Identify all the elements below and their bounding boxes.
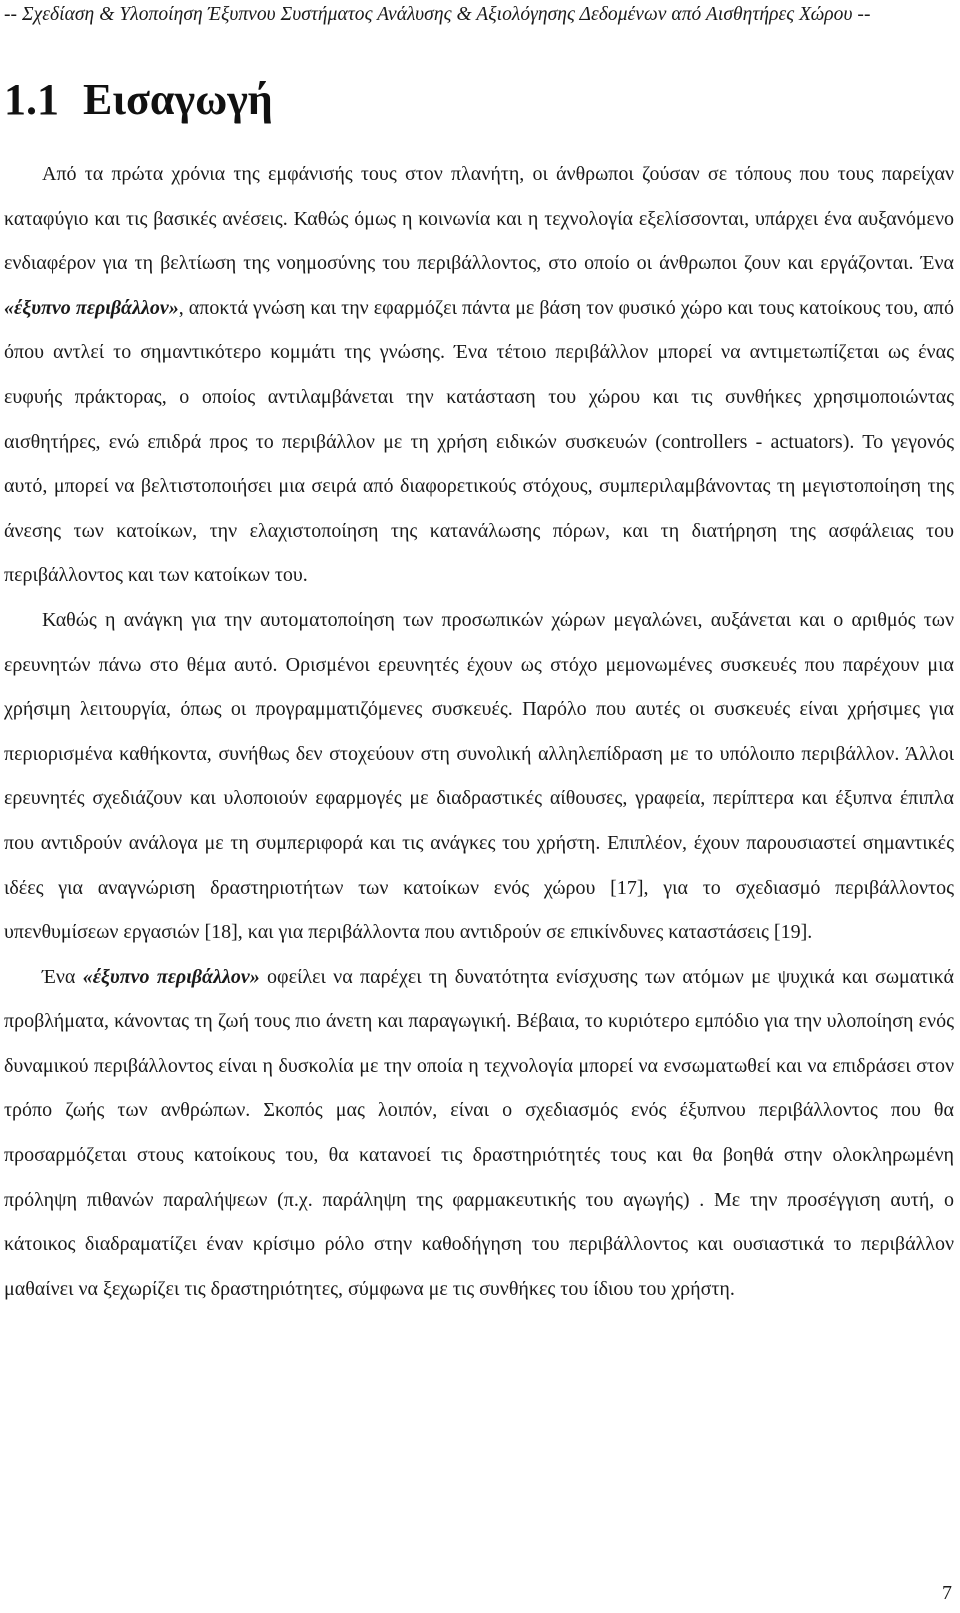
section-title: Εισαγωγή <box>83 75 273 124</box>
paragraph-2: Καθώς η ανάγκη για την αυτοματοποίηση των προσωπικών χώρων μεγαλώνει, αυξάνεται και ο αριθμός των ερευνητών πάνω στο θέμα αυτό. Ορισμένοι ερευνητές έχουν ως στόχο μεμονωμένες συσκευές που παρέχουν μια χρήσιμη λειτουργία, όπως οι προγραμματιζόμενες συσκευές. Παρόλο που αυτές οι συσκευές είναι χρήσιμες για περιορισμένα καθήκοντα, συνήθως δεν στοχεύουν στη συνολική αλληλεπίδραση με το υπόλοιπο περιβάλλον. Άλλοι ερευνητές σχεδιάζουν και υλοποιούν εφαρμογές με διαδραστικές αίθουσες, γραφεία, περίπτερα και έξυπνα έπιπλα που αντιδρούν ανάλογα με τη συμπεριφορά και τις ανάγκες του χρήστη. Επιπλέον, έχουν παρουσιαστεί σημαντικές ιδέες για αναγνώριση δραστηριοτήτων των κατοίκων ενός χώρου [17], για το σχεδιασμό περιβάλλοντος υπενθυμίσεων εργασιών [18], και για περιβάλλοντα που αντιδρούν σε επικίνδυνες καταστάσεις [19]. <box>4 608 954 944</box>
paragraph-3-text-a: Ένα <box>42 965 83 988</box>
paragraph-3-text-b: οφείλει να παρέχει τη δυνατότητα ενίσχυσης των ατόμων με ψυχικά και σωματικά προβλήματα, κάνοντας τη ζωή τους πιο άνετη και παραγωγική. Βέβαια, το κυριότερο εμπόδιο για την υλοποίηση ενός δυναμικού περιβάλλοντος είναι η δυσκολία με την οποία η τεχνολογία μπορεί να ενσωματωθεί και να επιδράσει στον τρόπο ζωής των ανθρώπων. Σκοπός μας λοιπόν, είναι ο σχεδιασμός ενός έξυπνου περιβάλλοντος που θα προσαρμόζεται στους κατοίκους του, θα κατανοεί τις δραστηριότητές τους και θα βοηθά στην ολοκληρωμένη πρόληψη πιθανών παραλήψεων (π.χ. παράληψη της φαρμακευτικής του αγωγής) . Με την προσέγγιση αυτή, ο κάτοικος διαδραματίζει έναν κρίσιμο ρόλο στην καθοδήγηση του περιβάλλοντος και ουσιαστικά το περιβάλλον μαθαίνει να ξεχωρίζει τις δραστηριότητες, σύμφωνα με τις συνθήκες του ίδιου του χρήστη. <box>4 965 954 1300</box>
running-header: -- Σχεδίαση & Υλοποίηση Έξυπνου Συστήματος Ανάλυσης & Αξιολόγησης Δεδομένων από Αισθητήρες Χώρου -- <box>4 4 871 25</box>
section-heading <box>4 70 273 130</box>
paragraph-1 <box>4 152 954 598</box>
section-number: 1.1 <box>4 75 59 124</box>
term-smart-environment: «έξυπνο περιβάλλον» <box>4 296 179 319</box>
paragraph-1-text-a: Από τα πρώτα χρόνια της εμφάνισής τους στον πλανήτη, οι άνθρωποι ζούσαν σε τόπους που τους παρείχαν καταφύγιο και τις βασικές ανέσεις. Καθώς όμως η κοινωνία και η τεχνολογία εξελίσσονται, υπάρχει ένα αυξανόμενο ενδιαφέρον για τη βελτίωση της νοημοσύνης του περιβάλλοντος, στο οποίο οι άνθρωποι ζουν και εργάζονται. Ένα <box>4 163 954 275</box>
paragraph-3 <box>4 955 954 1312</box>
body-text <box>4 152 954 1311</box>
term-smart-environment: «έξυπνο περιβάλλον» <box>82 965 260 988</box>
page-number: 7 <box>942 1582 952 1604</box>
paragraph-1-text-b: , αποκτά γνώση και την εφαρμόζει πάντα με βάση τον φυσικό χώρο και τους κατοίκους του, από όπου αντλεί το σημαντικότερο κομμάτι της γνώσης. Ένα τέτοιο περιβάλλον μπορεί να αντιμετωπίζεται ως ένας ευφυής πράκτορας, ο οποίος αντιλαμβάνεται την κατάσταση του χώρου και τις συνθήκες χρησιμοποιώντας αισθητήρες, ενώ επιδρά προς το περιβάλλον με τη χρήση ειδικών συσκευών (controllers - actuators). Το γεγονός αυτό, μπορεί να βελτιστοποιήσει μια σειρά από διαφορετικούς στόχους, συμπεριλαμβάνοντας τη μεγιστοποίηση της άνεσης των κατοίκων, την ελαχιστοποίηση της κατανάλωσης πόρων, και τη διατήρηση της ασφάλειας του περιβάλλοντος και των κατοίκων του. <box>4 296 954 587</box>
